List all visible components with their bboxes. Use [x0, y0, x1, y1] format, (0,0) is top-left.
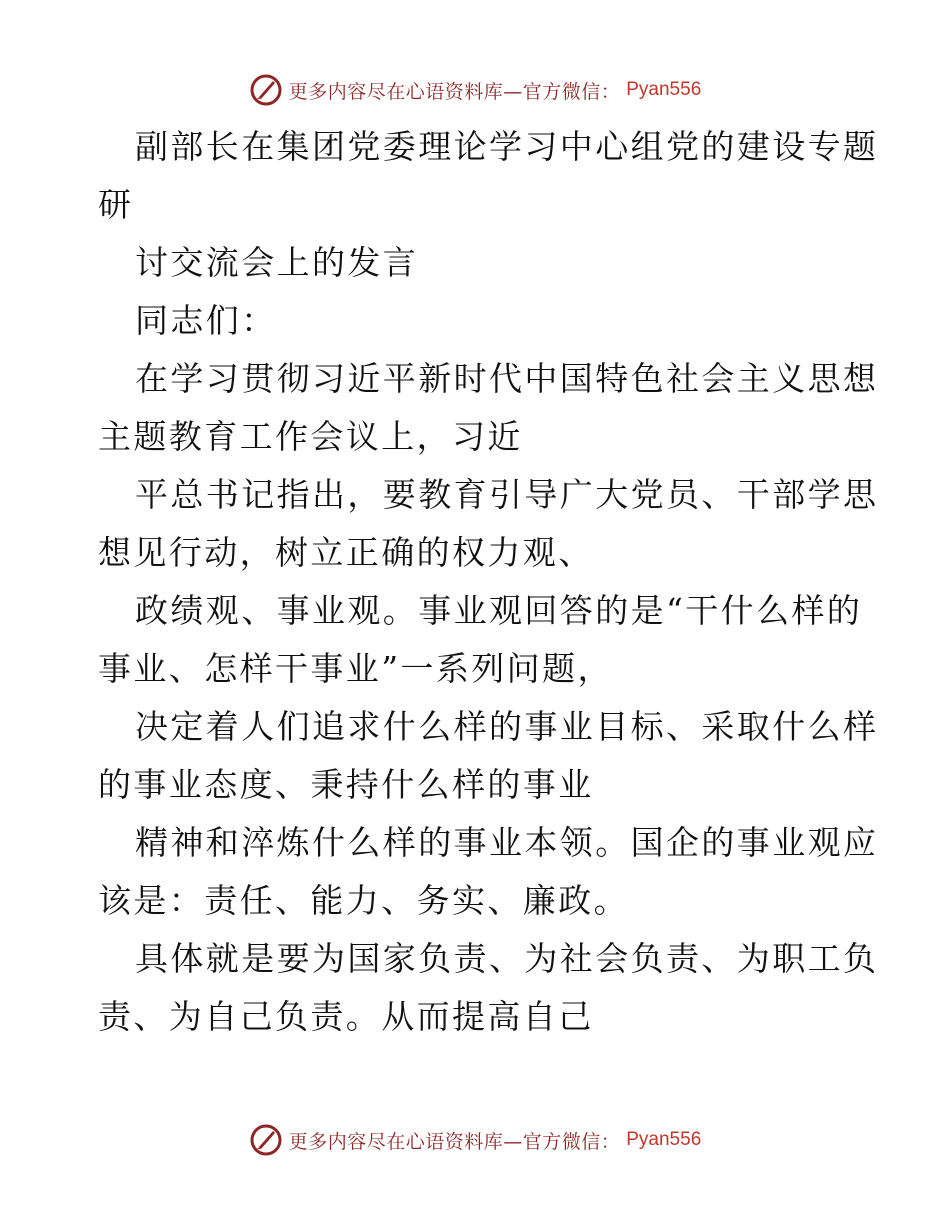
- text-line: 该是：责任、能力、务实、廉政。: [98, 881, 629, 920]
- text-line: 讨交流会上的发言: [135, 243, 419, 282]
- text-line: 同志们：: [135, 301, 277, 340]
- text-line: 事业、怎样干事业”一系列问题，: [98, 649, 613, 688]
- quill-seal-icon: [249, 73, 283, 107]
- header-watermark: [0, 70, 950, 110]
- text-line: 的事业态度、秉持什么样的事业: [98, 765, 594, 804]
- watermark-handle: Pyan556: [626, 1129, 702, 1150]
- text-line: 决定着人们追求什么样的事业目标、采取什么样: [135, 707, 879, 746]
- document-body: [98, 118, 879, 1046]
- text-line: 具体就是要为国家负责、为社会负责、为职工负: [135, 939, 879, 978]
- text-line: 在学习贯彻习近平新时代中国特色社会主义思想: [135, 359, 879, 398]
- text-line: 副部长在集团党委理论学习中心组党的建设专题: [135, 127, 879, 166]
- quill-seal-icon: [249, 1123, 283, 1157]
- text-line: 想见行动，树立正确的权力观、: [98, 533, 594, 572]
- text-line: 研: [98, 185, 134, 224]
- text-line: 精神和淬炼什么样的事业本领。国企的事业观应: [135, 823, 879, 862]
- text-line: 责、为自己负责。从而提高自己: [98, 997, 594, 1036]
- text-line: 主题教育工作会议上，习近: [98, 417, 523, 456]
- watermark-handle: Pyan556: [626, 79, 702, 100]
- footer-watermark: [0, 1120, 950, 1160]
- text-line: 政绩观、事业观。事业观回答的是“干什么样的: [135, 591, 863, 630]
- watermark-text: 更多内容尽在心语资料库—官方微信：: [288, 80, 621, 103]
- watermark-text: 更多内容尽在心语资料库—官方微信：: [288, 1130, 621, 1153]
- text-line: 平总书记指出，要教育引导广大党员、干部学思: [135, 475, 879, 514]
